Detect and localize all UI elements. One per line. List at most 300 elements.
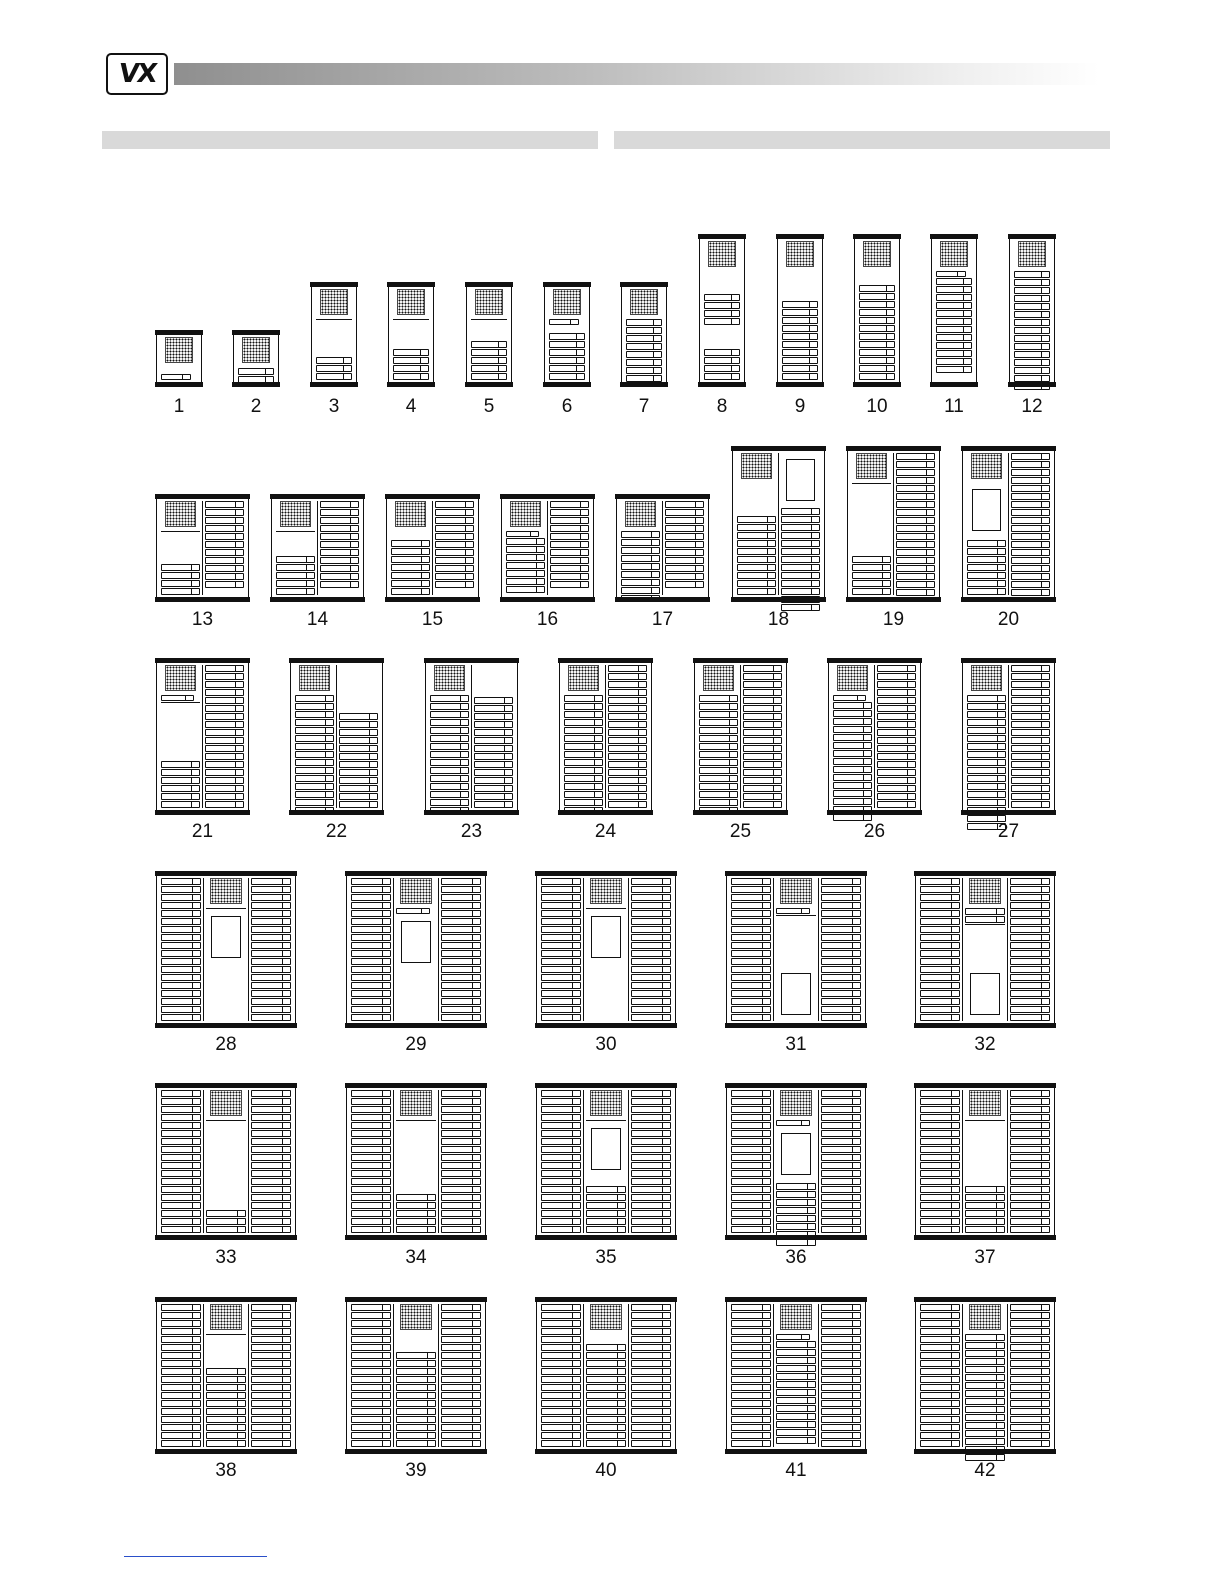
call-button — [852, 564, 891, 571]
call-button — [621, 571, 660, 578]
panel-number-label: 8 — [716, 396, 728, 417]
speaker-grille-icon — [1018, 241, 1046, 267]
call-button — [474, 737, 513, 744]
call-button — [782, 373, 818, 380]
call-button — [833, 806, 872, 813]
call-button — [859, 317, 895, 324]
call-button — [430, 767, 469, 774]
call-button — [743, 729, 782, 736]
call-button — [631, 1114, 671, 1121]
call-button — [205, 573, 244, 580]
call-button — [1014, 279, 1050, 286]
call-button — [396, 1210, 436, 1217]
door-panel-3 — [311, 282, 357, 387]
call-button — [1011, 697, 1050, 704]
call-button — [731, 1202, 771, 1209]
call-button — [665, 549, 704, 556]
call-button — [699, 807, 738, 814]
call-button — [781, 588, 820, 595]
call-button — [441, 1170, 481, 1177]
call-button — [965, 1342, 1005, 1349]
panel-column — [773, 1304, 818, 1447]
call-button — [896, 461, 935, 468]
call-button — [699, 759, 738, 766]
call-button — [920, 982, 960, 989]
call-button — [776, 1437, 816, 1444]
call-button — [564, 751, 603, 758]
call-button — [704, 357, 740, 364]
call-button — [320, 541, 359, 548]
call-button — [506, 570, 545, 577]
call-button — [699, 799, 738, 806]
call-button — [731, 1170, 771, 1177]
panel-number-label: 3 — [328, 396, 340, 417]
call-button — [821, 1408, 861, 1415]
call-button — [967, 540, 1006, 547]
call-button — [936, 294, 972, 301]
door-panel-10 — [854, 234, 900, 387]
call-button — [441, 934, 481, 941]
panel-column — [469, 289, 509, 380]
call-button — [631, 1186, 671, 1193]
call-button — [586, 1368, 626, 1375]
call-button — [441, 902, 481, 909]
panel-column — [438, 1304, 483, 1447]
call-button — [920, 1138, 960, 1145]
call-button — [393, 365, 429, 372]
call-button — [621, 587, 660, 594]
call-button — [161, 1352, 201, 1359]
call-button — [161, 918, 201, 925]
call-button — [435, 557, 474, 564]
call-button — [441, 1014, 481, 1021]
call-button — [541, 942, 581, 949]
panel-column — [624, 289, 664, 380]
speaker-grille-icon — [971, 453, 1002, 479]
panel-number-label: 32 — [974, 1034, 996, 1055]
call-button — [920, 1154, 960, 1161]
call-button — [205, 581, 244, 588]
call-button — [295, 759, 334, 766]
call-button — [731, 1384, 771, 1391]
call-button — [821, 1098, 861, 1105]
blank-area — [339, 665, 378, 712]
call-button — [731, 982, 771, 989]
call-button — [631, 990, 671, 997]
call-button — [1011, 557, 1050, 564]
call-button — [631, 1320, 671, 1327]
call-button — [541, 1304, 581, 1311]
call-button — [896, 517, 935, 524]
door-panel-12 — [1009, 234, 1055, 387]
call-button — [621, 555, 660, 562]
panel-column — [962, 878, 1007, 1021]
call-button — [295, 783, 334, 790]
call-button — [205, 541, 244, 548]
call-button — [441, 1194, 481, 1201]
call-button — [351, 886, 391, 893]
call-button — [731, 1360, 771, 1367]
call-button — [920, 998, 960, 1005]
panel-column — [818, 1304, 863, 1447]
call-button — [920, 902, 960, 909]
call-button — [276, 564, 315, 571]
call-button — [1010, 1138, 1050, 1145]
call-button — [1014, 319, 1050, 326]
call-button — [731, 1352, 771, 1359]
call-button — [339, 713, 378, 720]
call-button — [251, 1162, 291, 1169]
call-button — [1010, 1194, 1050, 1201]
call-button — [631, 1162, 671, 1169]
call-button — [506, 554, 545, 561]
call-button — [967, 564, 1006, 571]
call-button — [276, 572, 315, 579]
call-button — [821, 1202, 861, 1209]
panel-column — [203, 1304, 248, 1447]
call-button — [608, 689, 647, 696]
call-button — [920, 1114, 960, 1121]
door-panel-5 — [466, 282, 512, 387]
door-panel-34 — [346, 1083, 486, 1240]
call-button — [965, 1350, 1005, 1357]
wide-button — [506, 531, 539, 537]
call-button — [1011, 801, 1050, 808]
call-button — [586, 1360, 626, 1367]
blank-area — [471, 321, 507, 340]
call-button — [550, 573, 589, 580]
call-button — [608, 777, 647, 784]
call-button — [743, 673, 782, 680]
call-button — [351, 950, 391, 957]
call-button — [704, 318, 740, 325]
door-panel-15 — [386, 494, 479, 602]
call-button — [920, 1194, 960, 1201]
call-button — [967, 759, 1006, 766]
call-button — [631, 886, 671, 893]
call-button — [877, 777, 916, 784]
call-button — [781, 540, 820, 547]
call-button — [430, 727, 469, 734]
door-panel-20 — [962, 446, 1055, 602]
call-button — [550, 509, 589, 516]
call-button — [161, 1416, 201, 1423]
call-button — [776, 1215, 816, 1222]
call-button — [441, 966, 481, 973]
panel-column — [562, 665, 605, 808]
call-button — [441, 1376, 481, 1383]
panel-column — [619, 501, 662, 595]
call-button — [896, 469, 935, 476]
call-button — [351, 990, 391, 997]
blank-area — [704, 326, 740, 348]
call-button — [821, 918, 861, 925]
call-button — [743, 753, 782, 760]
call-button — [351, 878, 391, 885]
door-panel-41 — [726, 1297, 866, 1454]
call-button — [776, 1183, 816, 1190]
call-button — [251, 1130, 291, 1137]
panel-column — [662, 501, 706, 595]
blank-area — [549, 326, 585, 332]
call-button — [549, 373, 585, 380]
call-button — [161, 1154, 201, 1161]
call-button — [631, 1210, 671, 1217]
call-button — [351, 1400, 391, 1407]
call-button — [1010, 878, 1050, 885]
call-button — [821, 1138, 861, 1145]
call-button — [704, 365, 740, 372]
call-button — [781, 532, 820, 539]
call-button — [737, 548, 776, 555]
call-button — [920, 1146, 960, 1153]
panel-column — [729, 1304, 773, 1447]
call-button — [251, 1440, 291, 1447]
call-button — [631, 1218, 671, 1225]
panel-column — [850, 453, 893, 595]
call-button — [699, 791, 738, 798]
call-button — [430, 751, 469, 758]
call-button — [441, 910, 481, 917]
call-button — [351, 966, 391, 973]
call-button — [541, 886, 581, 893]
call-button — [161, 793, 200, 800]
door-panel-35 — [536, 1083, 676, 1240]
call-button — [896, 525, 935, 532]
call-button — [699, 695, 738, 702]
call-button — [251, 1170, 291, 1177]
call-button — [251, 1368, 291, 1375]
call-button — [541, 1114, 581, 1121]
call-button — [351, 926, 391, 933]
call-button — [251, 950, 291, 957]
call-button — [665, 565, 704, 572]
call-button — [441, 1122, 481, 1129]
blank-area — [276, 533, 315, 555]
panel-column — [778, 453, 822, 595]
call-button — [967, 588, 1006, 595]
call-button — [1010, 1170, 1050, 1177]
call-button — [859, 333, 895, 340]
speaker-grille-icon — [210, 1304, 242, 1330]
call-button — [821, 902, 861, 909]
call-button — [631, 1352, 671, 1359]
door-panel-14 — [271, 494, 364, 602]
call-button — [474, 785, 513, 792]
call-button — [665, 533, 704, 540]
call-button — [474, 769, 513, 776]
call-button — [339, 793, 378, 800]
call-button — [1010, 1226, 1050, 1233]
call-button — [351, 1360, 391, 1367]
call-button — [776, 1381, 816, 1388]
call-button — [1014, 383, 1050, 390]
call-button — [435, 533, 474, 540]
call-button — [731, 966, 771, 973]
call-button — [782, 341, 818, 348]
panel-column — [236, 337, 276, 380]
call-button — [161, 1194, 201, 1201]
divider — [316, 319, 352, 320]
call-button — [541, 1424, 581, 1431]
panel-column — [202, 501, 246, 595]
panel-column — [203, 1090, 248, 1233]
panel-column — [159, 665, 202, 808]
call-button — [967, 751, 1006, 758]
call-button — [441, 1368, 481, 1375]
call-button — [608, 793, 647, 800]
call-button — [550, 525, 589, 532]
call-button — [743, 689, 782, 696]
call-button — [631, 942, 671, 949]
call-button — [541, 1138, 581, 1145]
call-button — [1010, 1384, 1050, 1391]
call-button — [920, 910, 960, 917]
call-button — [351, 1178, 391, 1185]
call-button — [161, 942, 201, 949]
call-button — [833, 814, 872, 821]
call-button — [743, 705, 782, 712]
call-button — [251, 998, 291, 1005]
speaker-grille-icon — [780, 1090, 812, 1116]
call-button — [608, 753, 647, 760]
call-button — [967, 735, 1006, 742]
display-window — [970, 973, 1000, 1015]
call-button — [541, 1400, 581, 1407]
panel-number-label: 28 — [215, 1034, 237, 1055]
call-button — [295, 727, 334, 734]
call-button — [251, 1312, 291, 1319]
call-button — [441, 1352, 481, 1359]
call-button — [920, 966, 960, 973]
call-button — [1011, 517, 1050, 524]
call-button — [665, 557, 704, 564]
call-button — [1010, 1312, 1050, 1319]
call-button — [920, 1320, 960, 1327]
call-button — [965, 1194, 1005, 1201]
speaker-grille-icon — [434, 665, 465, 691]
call-button — [821, 1384, 861, 1391]
call-button — [821, 1162, 861, 1169]
call-button — [351, 1202, 391, 1209]
panel-column — [583, 1304, 628, 1447]
call-button — [665, 525, 704, 532]
call-button — [541, 1360, 581, 1367]
door-panel-40 — [536, 1297, 676, 1454]
call-button — [161, 1424, 201, 1431]
panel-number-label: 38 — [215, 1460, 237, 1481]
call-button — [920, 1336, 960, 1343]
door-panel-7 — [621, 282, 667, 387]
call-button — [474, 761, 513, 768]
call-button — [541, 1162, 581, 1169]
call-button — [430, 703, 469, 710]
call-button — [608, 673, 647, 680]
call-button — [665, 517, 704, 524]
speaker-grille-icon — [320, 289, 348, 315]
panel-column — [1007, 1304, 1052, 1447]
call-button — [1011, 793, 1050, 800]
divider — [161, 702, 200, 703]
call-button — [608, 713, 647, 720]
call-button — [737, 588, 776, 595]
panel-column — [248, 1090, 293, 1233]
call-button — [1011, 729, 1050, 736]
call-button — [295, 735, 334, 742]
call-button — [541, 1312, 581, 1319]
logo-text: VX — [116, 59, 158, 89]
call-button — [965, 1374, 1005, 1381]
call-button — [161, 580, 200, 587]
call-button — [396, 1360, 436, 1367]
call-button — [541, 1226, 581, 1233]
call-button — [621, 547, 660, 554]
display-window — [972, 489, 1001, 531]
call-button — [441, 1328, 481, 1335]
call-button — [564, 775, 603, 782]
call-button — [564, 799, 603, 806]
call-button — [586, 1226, 626, 1233]
call-button — [631, 1440, 671, 1447]
call-button — [441, 998, 481, 1005]
call-button — [965, 1438, 1005, 1445]
call-button — [541, 1376, 581, 1383]
call-button — [351, 1440, 391, 1447]
call-button — [1010, 1178, 1050, 1185]
speaker-grille-icon — [400, 1090, 432, 1116]
call-button — [541, 1416, 581, 1423]
call-button — [549, 357, 585, 364]
call-button — [161, 1384, 201, 1391]
blank-area — [474, 665, 513, 696]
call-button — [435, 517, 474, 524]
call-button — [631, 966, 671, 973]
call-button — [550, 501, 589, 508]
call-button — [320, 581, 359, 588]
call-button — [967, 783, 1006, 790]
call-button — [833, 726, 872, 733]
panel-column — [1007, 1090, 1052, 1233]
call-button — [550, 581, 589, 588]
speaker-grille-icon — [397, 289, 425, 315]
call-button — [743, 681, 782, 688]
call-button — [351, 1320, 391, 1327]
call-button — [161, 1392, 201, 1399]
call-button — [877, 753, 916, 760]
call-button — [965, 1358, 1005, 1365]
call-button — [965, 916, 1005, 923]
call-button — [920, 1170, 960, 1177]
call-button — [276, 556, 315, 563]
call-button — [731, 1218, 771, 1225]
call-button — [251, 1098, 291, 1105]
call-button — [1011, 681, 1050, 688]
door-panel-11 — [931, 234, 977, 387]
call-button — [1010, 1014, 1050, 1021]
call-button — [1011, 477, 1050, 484]
call-button — [731, 1154, 771, 1161]
panel-column — [918, 878, 962, 1021]
call-button — [541, 974, 581, 981]
call-button — [967, 799, 1006, 806]
call-button — [920, 1360, 960, 1367]
call-button — [161, 1344, 201, 1351]
call-button — [1010, 1328, 1050, 1335]
call-button — [471, 349, 507, 356]
call-button — [877, 737, 916, 744]
panel-column — [773, 1090, 818, 1233]
call-button — [631, 918, 671, 925]
